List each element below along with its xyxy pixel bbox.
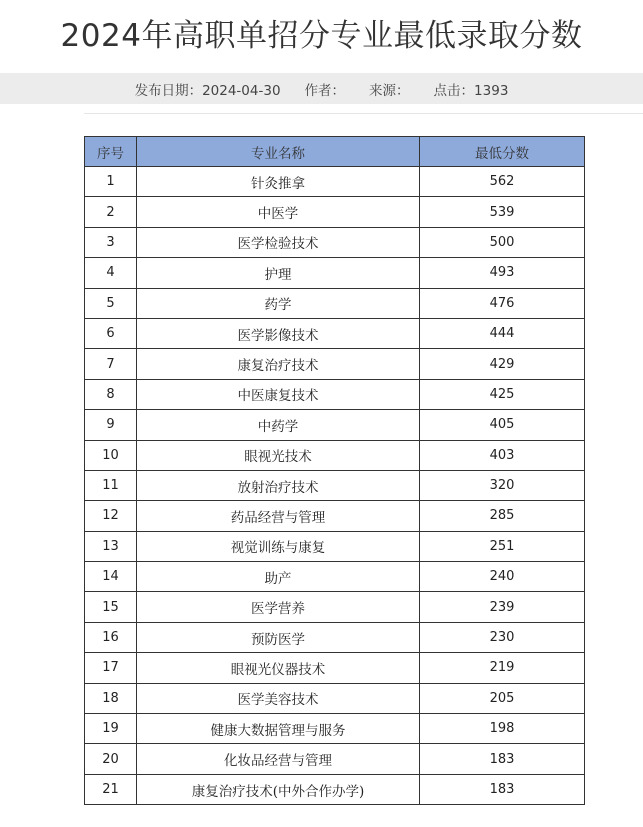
content-divider: [84, 113, 643, 114]
cell-min-score: 251: [420, 531, 585, 561]
cell-major: 针灸推拿: [137, 167, 420, 197]
cell-index: 12: [85, 501, 137, 531]
cell-major: 医学营养: [137, 592, 420, 622]
table-row: [85, 622, 585, 652]
cell-min-score: 230: [420, 622, 585, 652]
cell-min-score: 500: [420, 227, 585, 257]
table-row: [85, 197, 585, 227]
header-min-score: 最低分数: [420, 137, 585, 167]
cell-index: 9: [85, 410, 137, 440]
cell-min-score: 198: [420, 714, 585, 744]
cell-index: 11: [85, 470, 137, 500]
table-row: [85, 258, 585, 288]
cell-index: 3: [85, 227, 137, 257]
cell-major: 中医学: [137, 197, 420, 227]
table-row: [85, 227, 585, 257]
cell-major: 医学检验技术: [137, 227, 420, 257]
cell-major: 助产: [137, 562, 420, 592]
cell-min-score: 476: [420, 288, 585, 318]
cell-index: 16: [85, 622, 137, 652]
cell-min-score: 239: [420, 592, 585, 622]
table-row: [85, 440, 585, 470]
cell-index: 18: [85, 683, 137, 713]
cell-index: 20: [85, 744, 137, 774]
cell-major: 药品经营与管理: [137, 501, 420, 531]
cell-min-score: 403: [420, 440, 585, 470]
cell-index: 21: [85, 774, 137, 804]
author-label: 作者：: [304, 82, 346, 99]
cell-major: 康复治疗技术: [137, 349, 420, 379]
table-row: [85, 501, 585, 531]
cell-index: 10: [85, 440, 137, 470]
cell-index: 6: [85, 318, 137, 348]
cell-major: 医学影像技术: [137, 318, 420, 348]
click-count: [434, 79, 509, 99]
header-index: 序号: [85, 137, 137, 167]
cell-major: 中医康复技术: [137, 379, 420, 409]
table-row: [85, 349, 585, 379]
click-count-value: 1393: [474, 82, 509, 99]
cell-major: 眼视光技术: [137, 440, 420, 470]
article-meta-bar: [0, 73, 643, 104]
table-row: [85, 379, 585, 409]
cell-major: 中药学: [137, 410, 420, 440]
source: [369, 79, 410, 99]
cell-min-score: 429: [420, 349, 585, 379]
cell-min-score: 183: [420, 744, 585, 774]
table-row: [85, 683, 585, 713]
cell-major: 护理: [137, 258, 420, 288]
cell-min-score: 219: [420, 653, 585, 683]
cell-index: 14: [85, 562, 137, 592]
table-row: [85, 470, 585, 500]
cell-index: 5: [85, 288, 137, 318]
cell-min-score: 205: [420, 683, 585, 713]
cell-min-score: 405: [420, 410, 585, 440]
table-row: [85, 714, 585, 744]
table-row: [85, 774, 585, 804]
cell-major: 化妆品经营与管理: [137, 744, 420, 774]
cell-major: 健康大数据管理与服务: [137, 714, 420, 744]
cell-index: 2: [85, 197, 137, 227]
cell-min-score: 425: [420, 379, 585, 409]
cell-index: 13: [85, 531, 137, 561]
cell-index: 15: [85, 592, 137, 622]
table-row: [85, 410, 585, 440]
cell-index: 8: [85, 379, 137, 409]
source-label: 来源：: [369, 82, 410, 99]
cell-major: 放射治疗技术: [137, 470, 420, 500]
publish-date: [135, 79, 281, 99]
cell-min-score: 285: [420, 501, 585, 531]
click-count-label: 点击：: [433, 82, 475, 99]
table-body: [85, 167, 585, 805]
cell-min-score: 444: [420, 318, 585, 348]
header-major: 专业名称: [137, 137, 420, 167]
cell-index: 1: [85, 167, 137, 197]
score-table: [84, 136, 585, 805]
cell-min-score: 240: [420, 562, 585, 592]
table-row: [85, 653, 585, 683]
table-row: [85, 744, 585, 774]
cell-index: 19: [85, 714, 137, 744]
cell-min-score: 493: [420, 258, 585, 288]
table-row: [85, 592, 585, 622]
cell-min-score: 183: [420, 774, 585, 804]
cell-major: 康复治疗技术(中外合作办学): [137, 774, 420, 804]
page-title: 2024年高职单招分专业最低录取分数: [60, 18, 583, 54]
publish-date-label: 发布日期：: [134, 82, 203, 99]
cell-major: 预防医学: [137, 622, 420, 652]
table-row: [85, 562, 585, 592]
cell-min-score: 320: [420, 470, 585, 500]
table-row: [85, 288, 585, 318]
author: [305, 79, 346, 99]
cell-major: 药学: [137, 288, 420, 318]
cell-major: 视觉训练与康复: [137, 531, 420, 561]
publish-date-value: 2024-04-30: [202, 82, 281, 99]
cell-index: 17: [85, 653, 137, 683]
cell-major: 眼视光仪器技术: [137, 653, 420, 683]
cell-index: 4: [85, 258, 137, 288]
table-row: [85, 531, 585, 561]
cell-min-score: 562: [420, 167, 585, 197]
table-row: [85, 318, 585, 348]
table-row: [85, 167, 585, 197]
cell-min-score: 539: [420, 197, 585, 227]
cell-index: 7: [85, 349, 137, 379]
cell-major: 医学美容技术: [137, 683, 420, 713]
table-header-row: [85, 137, 585, 167]
